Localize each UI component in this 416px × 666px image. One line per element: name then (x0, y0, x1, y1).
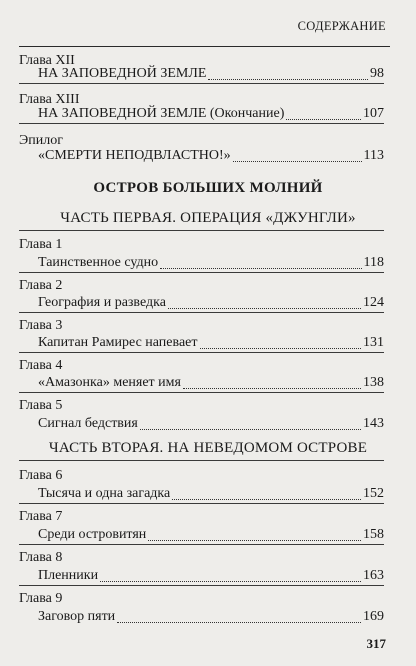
page-number: 317 (366, 636, 386, 651)
entry-underline (19, 123, 384, 124)
page-ref: 163 (363, 568, 384, 583)
chapter-label: Глава 7 (19, 509, 63, 524)
chapter-label: Эпилог (19, 133, 63, 148)
chapter-title: Тысяча и одна загадка (38, 486, 171, 501)
dot-leader (168, 297, 361, 309)
dot-leader (172, 488, 361, 500)
page-ref: 131 (363, 335, 384, 350)
dot-leader (233, 150, 362, 162)
chapter-title: Сигнал бедствия (38, 416, 138, 431)
part-title: ЧАСТЬ ВТОРАЯ. НА НЕВЕДОМОМ ОСТРОВЕ (48, 440, 368, 456)
page-ref: 152 (363, 486, 384, 501)
chapter-title: Среди островитян (38, 527, 147, 542)
chapter-title: «СМЕРТИ НЕПОДВЛАСТНО!» (38, 148, 231, 163)
entry-divider (19, 312, 384, 313)
chapter-title: НА ЗАПОВЕДНОЙ ЗЕМЛЕ (Окончание) (38, 106, 285, 121)
dot-leader (160, 257, 362, 269)
entry-divider (19, 230, 384, 231)
chapter-label: Глава XII (19, 53, 75, 68)
page-ref: 158 (363, 527, 384, 542)
entry-divider (19, 544, 384, 545)
chapter-label: Глава 8 (19, 550, 63, 565)
part-title: ЧАСТЬ ПЕРВАЯ. ОПЕРАЦИЯ «ДЖУНГЛИ» (60, 210, 356, 226)
page-ref: 169 (363, 609, 384, 624)
entry-divider (19, 352, 384, 353)
entry-divider (19, 585, 384, 586)
entry-divider (19, 392, 384, 393)
page-ref: 143 (363, 416, 384, 431)
dot-leader (117, 611, 361, 623)
chapter-title: Пленники (38, 568, 99, 583)
dot-leader (286, 108, 361, 120)
chapter-label: Глава 1 (19, 237, 63, 252)
chapter-title: Капитан Рамирес напевает (38, 335, 198, 350)
header-title: СОДЕРЖАНИЕ (297, 19, 386, 33)
page-ref: 107 (363, 106, 384, 121)
chapter-label: Глава 6 (19, 468, 63, 483)
chapter-title: Таинственное судно (38, 255, 159, 270)
dot-leader (100, 570, 361, 582)
page-ref: 118 (363, 255, 384, 270)
entry-divider (19, 272, 384, 273)
entry-divider (19, 460, 384, 461)
chapter-label: Глава 4 (19, 358, 63, 373)
page-ref: 124 (363, 295, 384, 310)
section-title: ОСТРОВ БОЛЬШИХ МОЛНИЙ (93, 180, 323, 196)
entry-underline (19, 83, 384, 84)
dot-leader (200, 337, 361, 349)
page-ref: 113 (363, 148, 384, 163)
chapter-title: Заговор пяти (38, 609, 116, 624)
chapter-label: Глава 5 (19, 398, 63, 413)
chapter-label: Глава 9 (19, 591, 63, 606)
chapter-label: Глава XIII (19, 92, 80, 107)
chapter-label: Глава 3 (19, 318, 63, 333)
dot-leader (208, 68, 368, 80)
chapter-title: География и разведка (38, 295, 166, 310)
page-ref: 98 (370, 66, 384, 81)
dot-leader (140, 418, 361, 430)
chapter-title: «Амазонка» меняет имя (38, 375, 181, 390)
chapter-label: Глава 2 (19, 278, 63, 293)
dot-leader (148, 529, 361, 541)
page-ref: 138 (363, 375, 384, 390)
dot-leader (183, 377, 361, 389)
entry-divider (19, 503, 384, 504)
chapter-title: НА ЗАПОВЕДНОЙ ЗЕМЛЕ (38, 66, 207, 81)
